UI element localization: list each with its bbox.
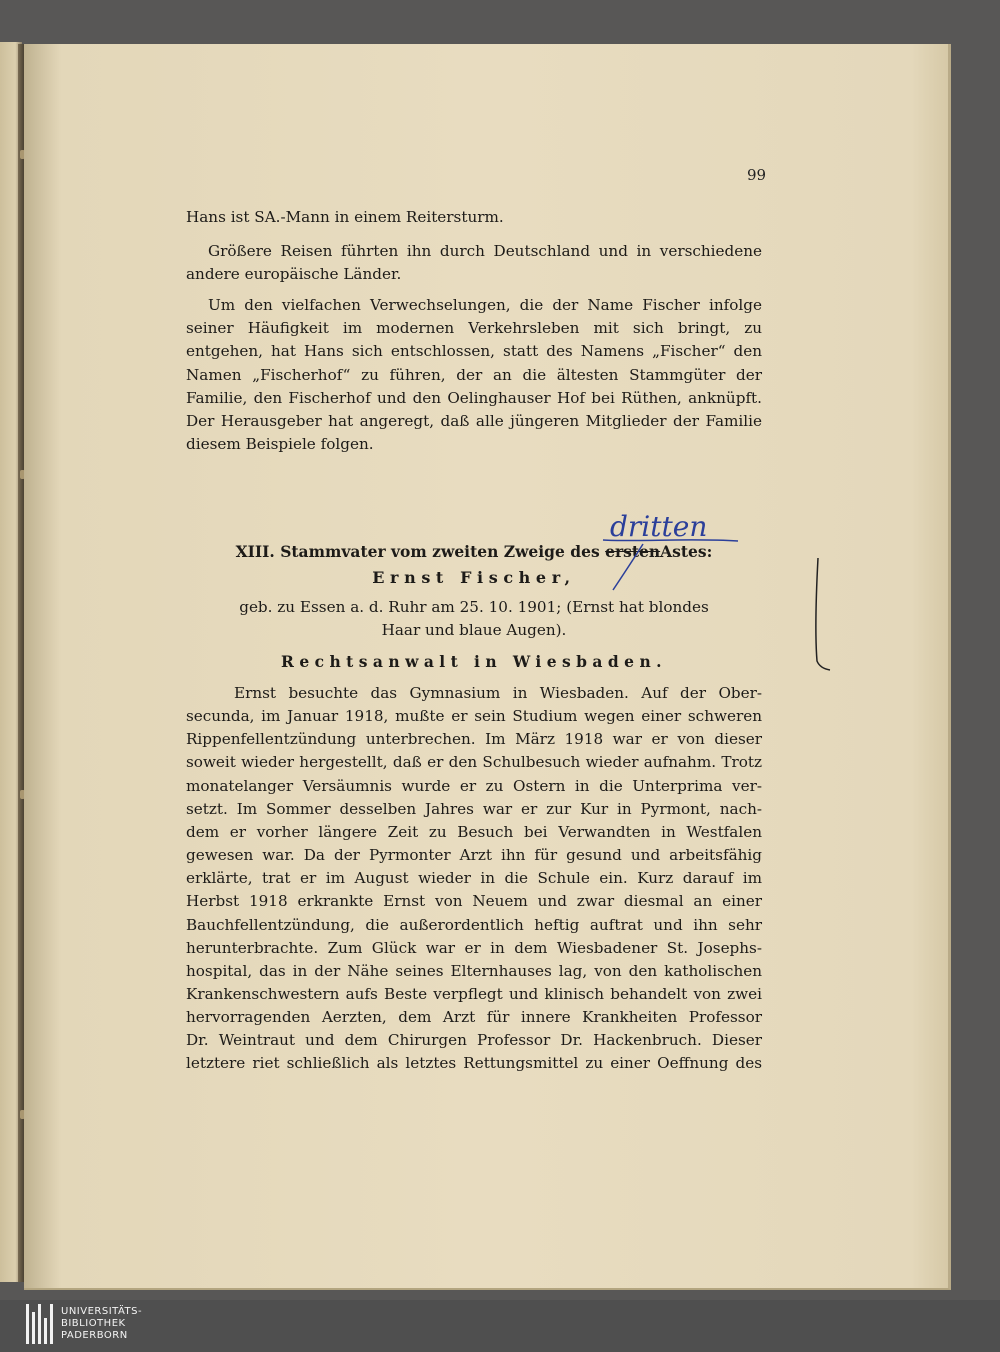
logo-line-2: BIBLIOTHEK xyxy=(61,1318,126,1329)
body-line: gewesen war. Da der Pyrmonter Arzt ihn für gesund und arbeitsfähig xyxy=(186,846,762,865)
body-line: secunda, im Januar 1918, mußte er sein Studium wegen einer schweren xyxy=(186,707,762,726)
heading-prefix: XIII. Stammvater vom zweiten Zweige des xyxy=(235,542,600,561)
body-line: erklärte, trat er im August wieder in die Schule ein. Kurz darauf im xyxy=(186,869,762,888)
body-line: letztere riet schließlich als letztes Rettungsmittel zu einer Oeffnung des xyxy=(186,1054,762,1073)
logo-text xyxy=(61,1306,142,1342)
library-logo xyxy=(26,1302,142,1346)
body-line: Bauchfellentzündung, die außerordentlich heftig auftrat und ihn sehr xyxy=(186,915,762,934)
body-line: Herbst 1918 erkrankte Ernst von Neuem und zwar diesmal an einer xyxy=(186,892,762,911)
logo-line-1: UNIVERSITÄTS- xyxy=(61,1306,143,1317)
paragraph-travels: Größere Reisen führten ihn durch Deutschland und in verschiedene andere europäische Länder. xyxy=(186,242,762,284)
body-line: hervorragenden Aerzten, dem Arzt für innere Krankheiten Professor xyxy=(186,1008,762,1027)
body-line: monatelanger Versäumnis wurde er zu Ostern in die Unterprima ver- xyxy=(186,776,762,795)
body-line: setzt. Im Sommer desselben Jahres war er zur Kur in Pyrmont, nach- xyxy=(186,799,762,818)
body-line: Ernst besuchte das Gymnasium in Wiesbaden. Auf der Ober- xyxy=(234,684,762,702)
body-line: Dr. Weintraut und dem Chirurgen Professor Dr. Hackenbruch. Dieser xyxy=(186,1031,762,1050)
birth-info: geb. zu Essen a. d. Ruhr am 25. 10. 1901; (Ernst hat blondes Haar und blaue Augen). xyxy=(239,598,709,640)
body-line: herunterbrachte. Zum Glück war er in dem Wiesbadener St. Josephs- xyxy=(186,938,762,957)
person-name: Ernst Fischer, xyxy=(372,568,576,587)
body-line: hospital, das in der Nähe seines Elternhauses lag, von den katholischen xyxy=(186,961,762,980)
page-number: 99 xyxy=(747,166,767,184)
struck-word: ersten xyxy=(605,542,661,561)
logo-bars-icon xyxy=(26,1304,53,1344)
body-line: Krankenschwestern aufs Beste verpflegt und klinisch behandelt von zwei xyxy=(186,984,762,1003)
heading-suffix: Astes: xyxy=(660,542,713,561)
handwritten-word: dritten xyxy=(610,510,708,543)
body-line: Rippenfellentzündung unterbrechen. Im März 1918 war er von dieser xyxy=(186,730,762,749)
paragraph-name-change: Um den vielfachen Verwechselungen, die der Name Fischer infolge seiner Häufigkeit im modernen Verkehrsleben mit sich bringt, zu entgehen, hat Hans sich entschlossen, statt des Namens „Fischer“ den Namen „Fischerhof“ zu führen, der an die ältesten Stammgüter der Familie, den Fischerhof und den Oelinghauser Hof bei Rüthen, anknüpft. Der Herausgeber hat angeregt, daß alle jüngeren Mitglieder der Familie diesem Beispiele folgen. xyxy=(186,296,762,454)
body-line: dem er vorher längere Zeit zu Besuch bei Verwandten in Westfalen xyxy=(186,822,762,841)
logo-line-3: PADERBORN xyxy=(61,1330,128,1341)
body-line: soweit wieder hergestellt, daß er den Schulbesuch wieder aufnahm. Trotz xyxy=(186,753,762,772)
handwritten-correction xyxy=(598,500,748,610)
margin-mark xyxy=(812,556,836,672)
correction-arrow xyxy=(613,544,643,590)
paragraph-sa-mann: Hans ist SA.-Mann in einem Reitersturm. xyxy=(186,208,504,226)
profession-heading: Rechtsanwalt in Wiesbaden. xyxy=(281,652,667,671)
